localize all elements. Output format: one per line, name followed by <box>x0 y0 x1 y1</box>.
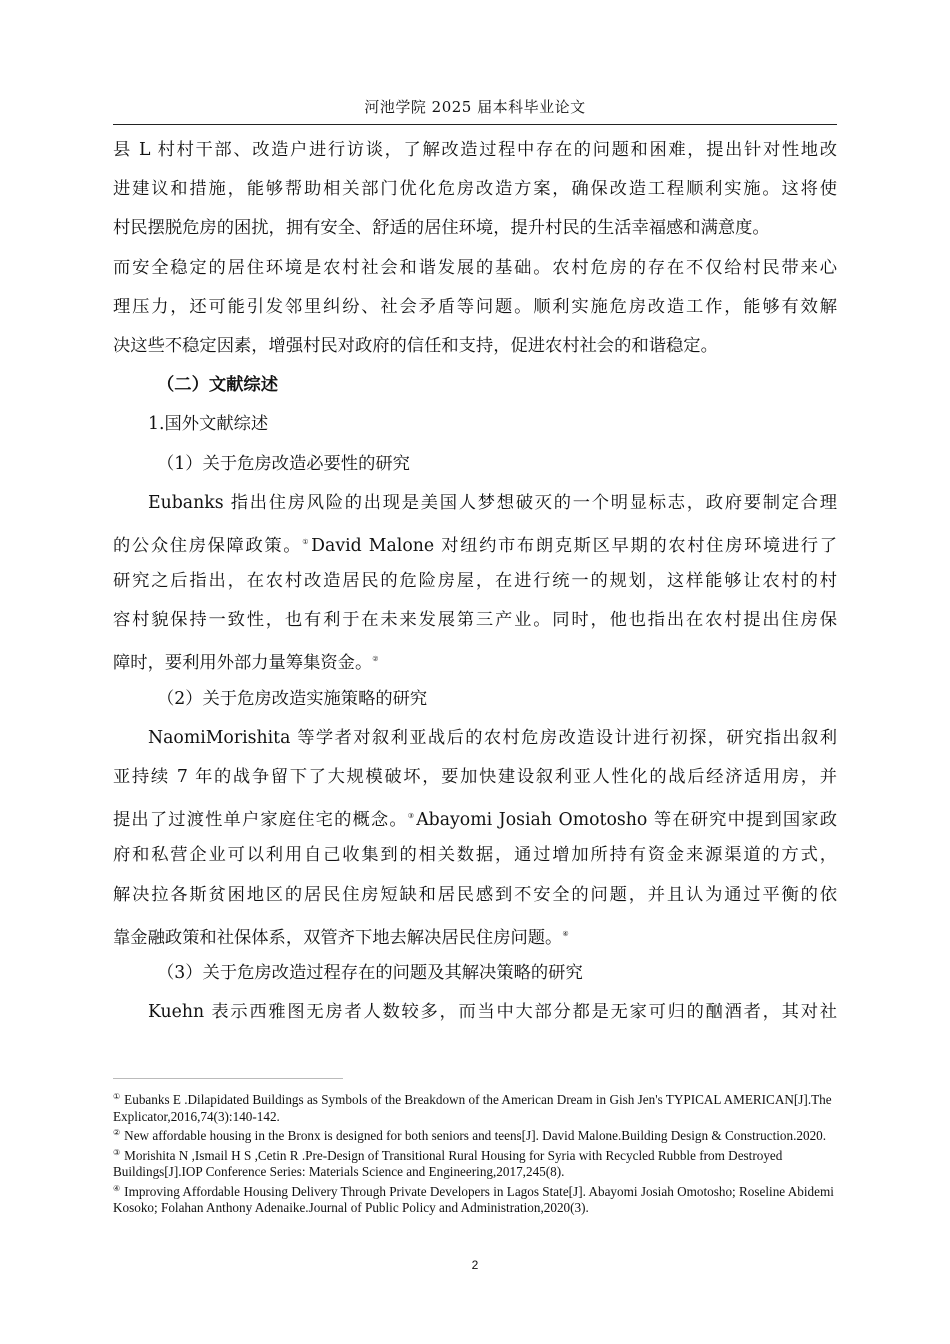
text-span: 障时，要利用外部力量筹集资金。 <box>113 653 373 674</box>
text-line: NaomiMorishita 等学者对叙利亚战后的农村危房改造设计进行初探，研究指出叙利 <box>148 727 837 748</box>
text-span: Abayomi Josiah Omotosho 等在研究中提到国家政 <box>416 810 837 831</box>
footnotes <box>113 1089 837 1217</box>
footnote-2 <box>113 1125 837 1145</box>
footnote-1 <box>113 1089 837 1125</box>
footnote-mark: ② <box>113 1128 121 1137</box>
footnote-text: New affordable housing in the Bronx is designed for both seniors and teens[J]. David Malone.Building Design & Construction.2020. <box>124 1128 827 1143</box>
footnote-divider <box>113 1078 343 1079</box>
footnote-mark: ④ <box>113 1183 121 1193</box>
paragraph <box>113 719 837 954</box>
text-span: David Malone 对纽约市布朗克斯区早期的农村住房环境进行了 <box>311 535 837 556</box>
text-line <box>113 523 837 562</box>
text-line: 研究之后指出，在农村改造居民的危险房屋，在进行统一的规划，这样能够让农村的村 <box>113 571 837 592</box>
footnote-ref-1[interactable]: ① <box>302 537 311 546</box>
subsection-heading-foreign-literature: 1.国外文献综述 <box>148 414 269 435</box>
footnote-ref-3[interactable]: ③ <box>407 812 416 821</box>
text-span: 提出了过渡性单户家庭住宅的概念。 <box>113 810 408 831</box>
footnote-text: Improving Affordable Housing Delivery Through Private Developers in Lagos State[J]. Abayomi Josiah Omotosho; Roseline Abidemi Kosoko; Folahan Anthony Adenaike.Journal of Public Policy and Administration,2020(3). <box>113 1183 834 1215</box>
text-line <box>113 915 837 954</box>
topic-heading-strategy: （2）关于危房改造实施策略的研究 <box>157 688 428 709</box>
footnote-text: Morishita N ,Ismail H S ,Cetin R .Pre-Design of Transitional Rural Housing for Syria with Recycled Rubble from Destroyed Buildings[J].IOP Conference Series: Materials Science and Engineering,2017,245(8). <box>113 1147 783 1179</box>
text-line: 亚持续 7 年的战争留下了大规模破坏，要加快建设叙利亚人性化的战后经济适用房，并 <box>113 767 837 787</box>
text-line: 进建议和措施，能够帮助相关部门优化危房改造方案，确保改造工程顺利实施。这将使 <box>113 179 837 200</box>
footnote-text: Eubanks E .Dilapidated Buildings as Symbols of the Breakdown of the American Dream in Gish Jen's TYPICAL AMERICAN[J].The Explicator,2016,74(3):140-142. <box>113 1092 832 1124</box>
text-line: 容村貌保持一致性，也有利于在未来发展第三产业。同时，他也指出在农村提出住房保 <box>113 610 837 631</box>
paragraph <box>113 249 837 367</box>
text-span: 靠金融政策和社保体系，双管齐下地去解决居民住房问题。 <box>113 927 563 948</box>
paragraph <box>113 993 837 1032</box>
text-span: 的公众住房保障政策。 <box>113 535 303 556</box>
paragraph <box>113 131 837 249</box>
footnote-3 <box>113 1145 837 1181</box>
section-heading-literature-review: （二）文献综述 <box>157 375 278 396</box>
page-number: 2 <box>471 1258 479 1272</box>
text-line: Kuehn 表示西雅图无房者人数较多，而当中大部分都是无家可归的酗酒者，其对社 <box>148 1002 837 1023</box>
text-line: 府和私营企业可以利用自己收集到的相关数据，通过增加所持有资金来源渠道的方式， <box>113 845 837 866</box>
footnote-mark: ③ <box>113 1147 121 1157</box>
document-body <box>113 131 837 1032</box>
text-line: 村民摆脱危房的困扰，拥有安全、舒适的居住环境，提升村民的生活幸福感和满意度。 <box>113 218 770 239</box>
text-line: 县 L 村村干部、改造户进行访谈，了解改造过程中存在的问题和困难，提出针对性地改 <box>113 140 837 160</box>
text-line: 决这些不稳定因素，增强村民对政府的信任和支持，促进农村社会的和谐稳定。 <box>113 335 718 356</box>
text-line: 而安全稳定的居住环境是农村社会和谐发展的基础。农村危房的存在不仅给村民带来心 <box>113 257 837 278</box>
page-header-title: 河池学院 2025 届本科毕业论文 <box>364 98 586 116</box>
text-line <box>113 640 837 679</box>
footnote-ref-4[interactable]: ④ <box>562 929 569 938</box>
text-line: 理压力，还可能引发邻里纠纷、社会矛盾等问题。顺利实施危房改造工作，能够有效解 <box>113 296 837 317</box>
text-line: 解决拉各斯贫困地区的居民住房短缺和居民感到不安全的问题，并且认为通过平衡的依 <box>113 884 837 905</box>
footnote-4 <box>113 1181 837 1217</box>
footnote-ref-2[interactable]: ② <box>372 655 379 664</box>
text-line <box>113 797 837 836</box>
topic-heading-necessity: （1）关于危房改造必要性的研究 <box>157 453 410 474</box>
text-line: Eubanks 指出住房风险的出现是美国人梦想破灭的一个明显标志，政府要制定合理 <box>148 492 837 513</box>
topic-heading-problems: （3）关于危房改造过程存在的问题及其解决策略的研究 <box>157 962 583 983</box>
header-divider <box>113 124 837 125</box>
paragraph <box>113 484 837 680</box>
footnote-mark: ① <box>113 1092 121 1101</box>
